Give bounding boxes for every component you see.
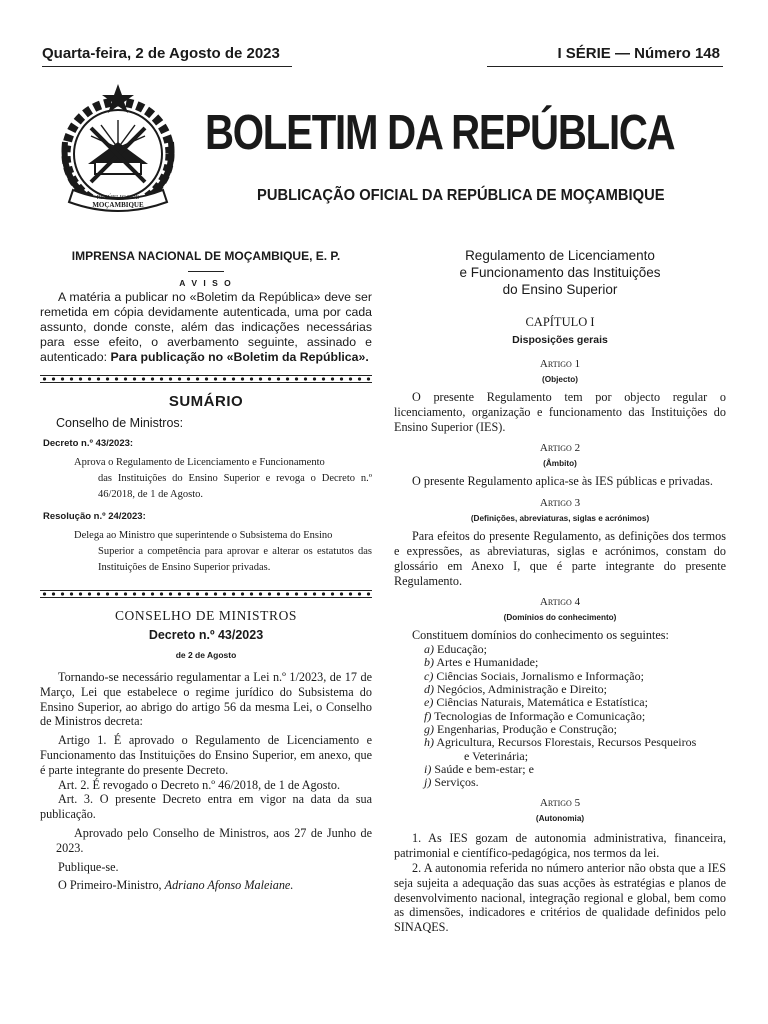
decreto-desc-first-line: Aprova o Regulamento de Licenciamento e Funcionamento [74,457,325,468]
artigo-5-paragraph-1: 1. As IES gozam de autonomia administrativa, financeira, patrimonial e científico-pedagógica, nos termos da lei. [394,831,726,861]
domain-list-item [424,710,726,723]
artigo-5-paragraph-2: 2. A autonomia referida no número anterior não obsta que a IES seja sujeita a adequação das suas acções às estratégias e planos de desenvolvimento nacional, integração regional e global, bem como as dimensões, indicadores e critérios de qualidade definidos pelo SINAQES. [394,861,726,935]
artigo-2-body [394,474,726,489]
sumario-decreto-heading: Decreto n.º 43/2023: [43,438,134,449]
issue-series-number: I SÉRIE — Número 148 [557,45,720,62]
mozambique-emblem [43,82,193,214]
publique-se: Publique-se. [58,859,119,874]
aprovado-text: Aprovado pelo Conselho de Ministros, aos 27 de Junho de 2023. [56,825,372,855]
short-rule [188,271,224,272]
domain-list-item [424,736,726,749]
sumario-resolucao-description [74,528,372,576]
domain-letter: e) [424,695,434,710]
domain-text: Engenharias, Produção e Construção; [437,721,617,736]
primeiro-ministro-signature [40,878,372,893]
emblem-text-mocambique: MOÇAMBIQUE [92,201,144,209]
domain-text: Agricultura, Recursos Florestais, Recursos Pesqueiros [436,735,697,750]
domain-list-item [424,670,726,683]
aviso-heading: A V I S O [179,278,233,288]
artigo-4-body [394,628,726,643]
resolucao-desc-first-line: Delega ao Ministro que superintende o Subsistema do Ensino [74,530,333,541]
artigo-3-subtitle: (Definições, abreviaturas, siglas e acrónimos) [470,514,650,524]
domain-list-item [424,723,726,736]
decreto-body [40,670,372,893]
artigo-5-body [394,831,726,935]
dotted-divider [40,375,372,383]
capitulo-heading: CAPÍTULO I [525,315,595,329]
artigo-4-label: Artigo 4 [539,596,581,609]
dotted-divider [40,590,372,598]
sumario-decreto-description [74,455,372,503]
domain-letter: f) [424,708,432,723]
decreto-date: de 2 de Agosto [175,650,237,660]
artigo-2-label: Artigo 2 [539,442,581,455]
artigo-2-text: O presente Regulamento aplica-se às IES públicas e privadas. [412,474,713,489]
decreto-desc-rest: das Instituições do Ensino Superior e revoga o Decreto n.º 46/2018, de 1 de Agosto. [98,473,372,500]
domain-text: Serviços. [434,775,479,790]
domain-list-item [424,750,726,763]
sumario-subheading: Conselho de Ministros: [56,416,184,430]
emblem-text-republica: REPÚBLICA DE [96,195,140,201]
domain-list-item [424,696,726,709]
domain-letter: b) [424,655,434,670]
header-rule-right [487,66,723,67]
decreto-artigo-2: Art. 2. É revogado o Decreto n.º 46/2018, de 1 de Agosto. [58,777,341,792]
artigo-2-subtitle: (Âmbito) [543,459,577,469]
domain-text: Educação; [437,642,487,657]
regulamento-title-line-2: e Funcionamento das Instituições [459,265,661,280]
domain-list [424,643,726,789]
left-column [40,243,372,893]
sumario-heading: SUMÁRIO [168,393,244,410]
domain-text: Artes e Humanidade; [436,655,539,670]
domain-text: Ciências Sociais, Jornalismo e Informação; [436,668,644,683]
artigo-4-subtitle: (Domínios do conhecimento) [503,613,617,623]
pm-label: O Primeiro-Ministro, [58,878,162,893]
domain-text: Saúde e bem-estar; e [434,761,534,776]
artigo-4-text: Constituem domínios do conhecimento os seguintes: [412,628,669,643]
artigo-1-body [394,390,726,434]
artigo-3-body [394,529,726,588]
issue-date: Quarta-feira, 2 de Agosto de 2023 [42,45,280,62]
domain-letter: h) [424,735,434,750]
masthead-title: BOLETIM DA REPÚBLICA [205,106,675,160]
conselho-ministros-heading: CONSELHO DE MINISTROS [114,608,298,623]
decreto-artigo-1: Artigo 1. É aprovado o Regulamento de Licenciamento e Funcionamento das Instituições do Ensino Superior, em anexo, que é parte integrante do presente Decreto. [40,733,372,777]
regulamento-title-line-1: Regulamento de Licenciamento [465,248,655,263]
domain-letter: d) [424,682,434,697]
domain-list-item [424,683,726,696]
imprensa-nacional-heading: IMPRENSA NACIONAL DE MOÇAMBIQUE, E. P. [71,249,341,263]
regulamento-title-line-3: do Ensino Superior [502,282,618,297]
resolucao-desc-rest: Superior a competência para aprovar e alterar os estatutos das Instituições de Ensino Superior privadas. [98,546,372,573]
pm-name: Adriano Afonso Maleiane. [164,878,294,893]
header-rule-left [42,66,292,67]
decreto-title: Decreto n.º 43/2023 [148,628,264,642]
domain-list-item [424,656,726,669]
artigo-1-label: Artigo 1 [539,358,581,370]
sumario-resolucao-heading: Resolução n.º 24/2023: [43,511,146,522]
aviso-notice [40,290,372,365]
artigo-1-text: O presente Regulamento tem por objecto regular o licenciamento, organização e funcionamento das Instituições do Ensino Superior (IES). [394,390,726,434]
domain-list-item [424,763,726,776]
domain-text: Tecnologias de Informação e Comunicação; [434,708,646,723]
masthead-subtitle: PUBLICAÇÃO OFICIAL DA REPÚBLICA DE MOÇAMBIQUE [257,187,665,204]
domain-letter: j) [424,775,432,790]
artigo-3-label: Artigo 3 [539,497,581,510]
domain-letter: g) [424,721,434,736]
disposicoes-gerais-heading: Disposições gerais [512,334,608,346]
decreto-preamble: Tornando-se necessário regulamentar a Lei n.º 1/2023, de 17 de Março, Lei que estabelece o regime jurídico do Subsistema do Ensino Superior, ao abrigo do artigo 56 da mesma Lei, o Conselho de Ministros decreta: [40,670,372,729]
artigo-5-subtitle: (Autonomia) [535,814,585,824]
artigo-1-subtitle: (Objecto) [542,375,578,384]
domain-list-item [424,643,726,656]
domain-letter: a) [424,642,434,657]
domain-text: Ciências Naturais, Matemática e Estatística; [436,695,648,710]
domain-letter: c) [424,668,434,683]
artigo-3-text: Para efeitos do presente Regulamento, as definições dos termos e expressões, as abreviaturas, siglas e acrónimos, constam do glossário em Anexo I, que é parte integrante do presente Regulamento. [394,529,726,588]
regulamento-title [394,247,726,298]
domain-text: Negócios, Administração e Direito; [437,682,607,697]
domain-list-item [424,776,726,789]
decreto-artigo-3: Art. 3. O presente Decreto entra em vigor na data da sua publicação. [40,792,372,822]
aviso-text: A matéria a publicar no «Boletim da República» deve ser remetida em cópia devidamente autenticada, uma por cada assunto, donde conste, além das indicações necessárias para esse efeito, o averbamento seguinte, assinado e autenticado: [40,290,372,364]
artigo-5-label: Artigo 5 [539,797,581,810]
domain-text: e Veterinária; [464,748,529,763]
decreto-aprovado [40,826,372,856]
domain-letter: i) [424,761,432,776]
aviso-bold-text: Para publicação no «Boletim da República». [110,350,369,364]
right-column [394,243,726,935]
